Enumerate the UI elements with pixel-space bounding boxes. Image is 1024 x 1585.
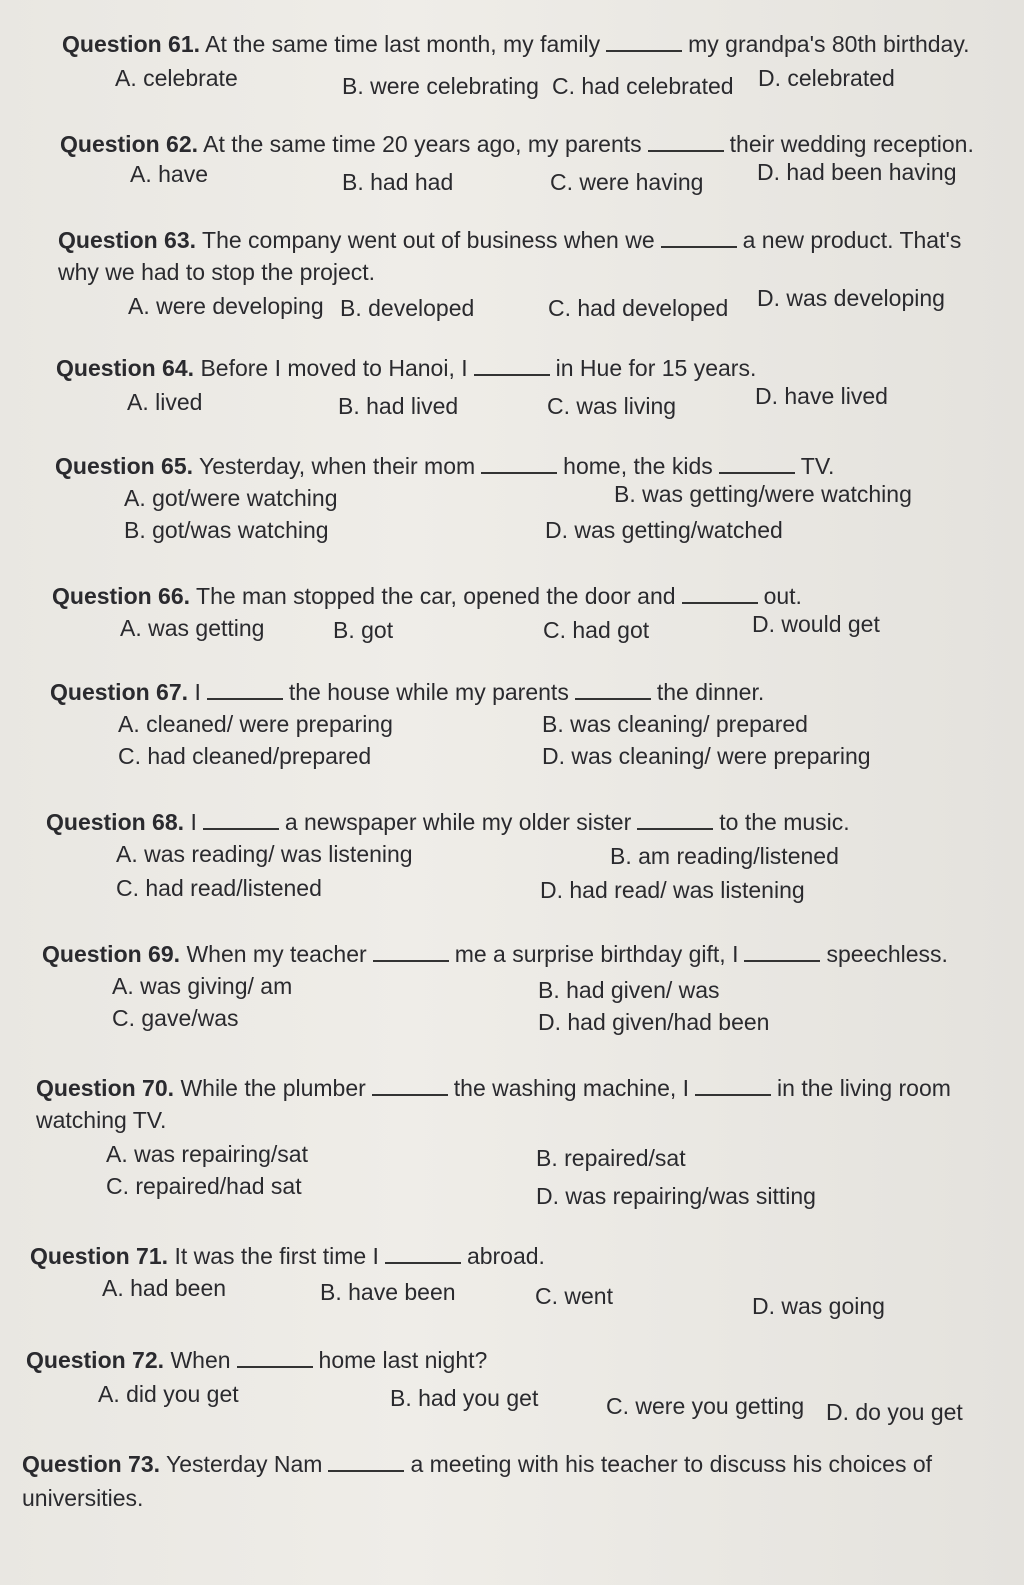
answer-blank[interactable] (385, 1244, 461, 1264)
option-b[interactable]: B. was getting/were watching (614, 481, 912, 507)
answer-blank[interactable] (474, 356, 550, 376)
answer-blank[interactable] (481, 454, 557, 474)
answer-blank[interactable] (203, 810, 279, 830)
option-c[interactable]: C. had got (543, 617, 650, 643)
question-stem: Question 64. Before I moved to Hanoi, I in Hue for 15 years. (56, 355, 757, 381)
question-stem: Question 72. When home last night? (26, 1347, 488, 1373)
option-c[interactable]: C. repaired/had sat (106, 1173, 302, 1199)
question-stem: Question 61. At the same time last month, my family my grandpa's 80th birthday. (62, 31, 970, 57)
answer-blank[interactable] (661, 228, 737, 248)
option-d[interactable]: D. do you get (826, 1399, 963, 1425)
option-a[interactable]: A. was giving/ am (112, 973, 293, 999)
option-a[interactable]: A. were developing (128, 293, 324, 319)
answer-blank[interactable] (637, 810, 713, 830)
option-a[interactable]: A. was repairing/sat (106, 1141, 308, 1167)
answer-blank[interactable] (648, 132, 724, 152)
option-b[interactable]: B. had given/ was (538, 977, 720, 1003)
option-b[interactable]: B. developed (340, 295, 475, 321)
option-c[interactable]: C. had celebrated (552, 73, 734, 99)
option-d[interactable]: D. have lived (755, 383, 888, 409)
option-d[interactable]: D. was repairing/was sitting (536, 1183, 816, 1209)
option-a[interactable]: A. was getting (120, 615, 265, 641)
option-a[interactable]: A. celebrate (115, 65, 238, 91)
option-d[interactable]: D. was cleaning/ were preparing (542, 743, 871, 769)
option-d[interactable]: D. had given/had been (538, 1009, 770, 1035)
answer-blank[interactable] (237, 1348, 313, 1368)
question-stem: Question 70. While the plumber the washing machine, I in the living room (36, 1075, 951, 1101)
option-b[interactable]: B. were celebrating (342, 73, 539, 99)
question-stem: Question 67. I the house while my parents the dinner. (50, 679, 765, 705)
option-b[interactable]: B. have been (320, 1279, 456, 1305)
option-c[interactable]: C. had read/listened (116, 875, 322, 901)
question-stem-line2: watching TV. (36, 1107, 167, 1133)
option-a[interactable]: A. have (130, 161, 208, 187)
option-c[interactable]: C. went (535, 1283, 613, 1309)
option-c[interactable]: C. was living (547, 393, 677, 419)
question-stem-line2: why we had to stop the project. (58, 259, 376, 285)
option-c[interactable]: C. were you getting (606, 1393, 805, 1419)
option-a[interactable]: A. lived (127, 389, 203, 415)
answer-blank[interactable] (575, 680, 651, 700)
option-b[interactable]: B. had you get (390, 1385, 539, 1411)
answer-blank[interactable] (372, 1076, 448, 1096)
option-a[interactable]: A. cleaned/ were preparing (118, 711, 393, 737)
question-stem: Question 69. When my teacher me a surprise birthday gift, I speechless. (42, 941, 948, 967)
option-d[interactable]: D. had been having (757, 159, 957, 185)
question-stem: Question 66. The man stopped the car, opened the door and out. (52, 583, 802, 609)
question-stem: Question 63. The company went out of business when we a new product. That's (58, 227, 962, 253)
option-b[interactable]: B. got (333, 617, 394, 643)
option-d[interactable]: D. had read/ was listening (540, 877, 805, 903)
question-stem: Question 71. It was the first time I abroad. (30, 1243, 545, 1269)
option-a[interactable]: A. was reading/ was listening (116, 841, 413, 867)
option-b[interactable]: B. had had (342, 169, 454, 195)
answer-blank[interactable] (744, 942, 820, 962)
answer-blank[interactable] (719, 454, 795, 474)
option-b[interactable]: B. was cleaning/ prepared (542, 711, 808, 737)
option-c[interactable]: C. were having (550, 169, 704, 195)
option-b2[interactable]: B. got/was watching (124, 517, 329, 543)
option-a[interactable]: A. had been (102, 1275, 227, 1301)
question-stem: Question 73. Yesterday Nam a meeting with his teacher to discuss his choices of (22, 1451, 933, 1477)
option-d[interactable]: D. was getting/watched (545, 517, 783, 543)
option-d[interactable]: D. was developing (757, 285, 945, 311)
option-b[interactable]: B. am reading/listened (610, 843, 839, 869)
question-stem-line2: universities. (22, 1485, 144, 1511)
option-a[interactable]: A. got/were watching (124, 485, 338, 511)
option-b[interactable]: B. had lived (338, 393, 459, 419)
question-stem: Question 68. I a newspaper while my older sister to the music. (46, 809, 850, 835)
answer-blank[interactable] (606, 32, 682, 52)
answer-blank[interactable] (328, 1452, 404, 1472)
option-c[interactable]: C. had cleaned/prepared (118, 743, 372, 769)
option-c[interactable]: C. gave/was (112, 1005, 239, 1031)
answer-blank[interactable] (682, 584, 758, 604)
question-stem: Question 62. At the same time 20 years ago, my parents their wedding reception. (60, 131, 974, 157)
answer-blank[interactable] (695, 1076, 771, 1096)
question-stem: Question 65. Yesterday, when their mom home, the kids TV. (55, 453, 835, 479)
answer-blank[interactable] (373, 942, 449, 962)
option-a[interactable]: A. did you get (98, 1381, 239, 1407)
option-c[interactable]: C. had developed (548, 295, 729, 321)
option-d[interactable]: D. would get (752, 611, 880, 637)
option-b[interactable]: B. repaired/sat (536, 1145, 686, 1171)
option-d[interactable]: D. celebrated (758, 65, 895, 91)
option-d[interactable]: D. was going (752, 1293, 885, 1319)
answer-blank[interactable] (207, 680, 283, 700)
